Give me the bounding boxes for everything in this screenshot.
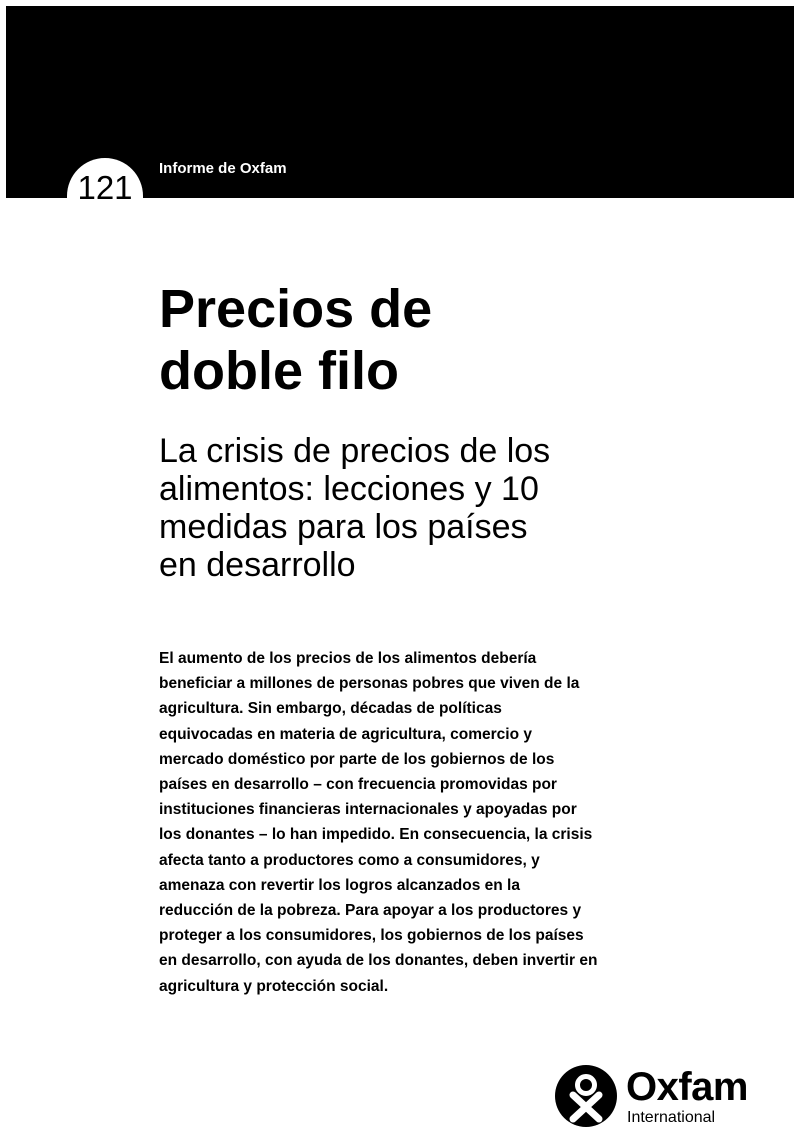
document-subtitle <box>159 432 779 584</box>
subtitle-line: en desarrollo <box>159 546 356 584</box>
series-label: Informe de Oxfam <box>159 160 287 177</box>
oxfam-logo-icon <box>555 1065 617 1127</box>
summary-line: mercado doméstico por parte de los gobiernos de los <box>159 750 555 768</box>
oxfam-logo <box>555 1062 775 1132</box>
summary-line: equivocadas en materia de agricultura, comercio y <box>159 725 533 743</box>
summary-line: El aumento de los precios de los alimentos debería <box>159 650 537 667</box>
subtitle-line: medidas para los países <box>159 508 528 546</box>
document-title <box>159 278 759 402</box>
issue-number: 121 <box>77 169 133 206</box>
title-line: Precios de <box>159 279 433 339</box>
summary-line: en desarrollo, con ayuda de los donantes, deben invertir en <box>159 952 598 970</box>
logo-wordmark: Oxfam <box>626 1065 748 1109</box>
summary-line: proteger a los consumidores, los gobiernos de los países <box>159 927 584 945</box>
summary-paragraph <box>159 646 649 999</box>
summary-line: reducción de la pobreza. Para apoyar a los productores y <box>159 902 582 920</box>
logo-subtext: International <box>627 1109 716 1126</box>
title-line: doble filo <box>159 341 399 401</box>
summary-line: instituciones financieras internacionales y apoyadas por <box>159 801 577 819</box>
summary-line: los donantes – lo han impedido. En consecuencia, la crisis <box>159 826 593 844</box>
subtitle-line: alimentos: lecciones y 10 <box>159 470 539 508</box>
subtitle-line: La crisis de precios de los <box>159 432 551 470</box>
summary-line: beneficiar a millones de personas pobres que viven de la <box>159 675 580 693</box>
summary-line: agricultura y protección social. <box>159 977 389 995</box>
summary-line: afecta tanto a productores como a consumidores, y <box>159 851 540 869</box>
summary-line: países en desarrollo – con frecuencia promovidas por <box>159 776 557 794</box>
summary-line: agricultura. Sin embargo, décadas de políticas <box>159 700 502 718</box>
summary-line: amenaza con revertir los logros alcanzados en la <box>159 876 520 894</box>
